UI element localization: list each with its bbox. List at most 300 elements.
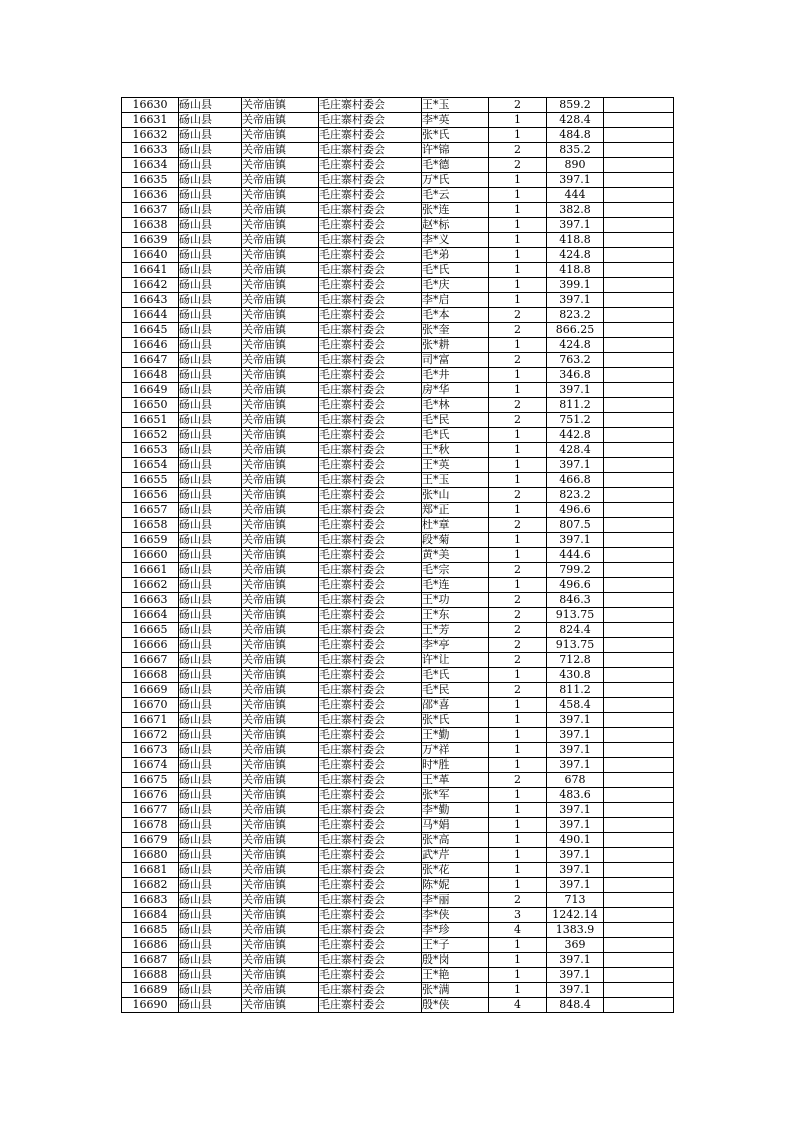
town-cell: 关帝庙镇 [242,113,319,128]
empty-cell [604,188,674,203]
count-cell: 1 [489,548,547,563]
county-cell: 砀山县 [179,413,242,428]
village-cell: 毛庄寨村委会 [319,713,422,728]
count-cell: 1 [489,713,547,728]
amount-cell: 397.1 [547,218,604,233]
table-row [122,803,674,818]
name-cell: 毛*连 [422,578,489,593]
village-cell: 毛庄寨村委会 [319,788,422,803]
empty-cell [604,848,674,863]
county-cell: 砀山县 [179,503,242,518]
county-cell: 砀山县 [179,593,242,608]
village-cell: 毛庄寨村委会 [319,473,422,488]
empty-cell [604,503,674,518]
empty-cell [604,413,674,428]
name-cell: 段*菊 [422,533,489,548]
county-cell: 砀山县 [179,803,242,818]
empty-cell [604,278,674,293]
row-id: 16687 [122,953,179,968]
village-cell: 毛庄寨村委会 [319,743,422,758]
row-id: 16641 [122,263,179,278]
count-cell: 1 [489,728,547,743]
table-row [122,98,674,113]
village-cell: 毛庄寨村委会 [319,533,422,548]
amount-cell: 397.1 [547,533,604,548]
county-cell: 砀山县 [179,218,242,233]
amount-cell: 397.1 [547,803,604,818]
amount-cell: 397.1 [547,983,604,998]
amount-cell: 824.4 [547,623,604,638]
village-cell: 毛庄寨村委会 [319,158,422,173]
table-row [122,773,674,788]
table-row [122,698,674,713]
village-cell: 毛庄寨村委会 [319,113,422,128]
table-row [122,278,674,293]
county-cell: 砀山县 [179,323,242,338]
empty-cell [604,233,674,248]
row-id: 16674 [122,758,179,773]
village-cell: 毛庄寨村委会 [319,698,422,713]
amount-cell: 811.2 [547,398,604,413]
town-cell: 关帝庙镇 [242,308,319,323]
table-body [122,98,674,1013]
count-cell: 2 [489,413,547,428]
row-id: 16673 [122,743,179,758]
row-id: 16647 [122,353,179,368]
town-cell: 关帝庙镇 [242,998,319,1013]
amount-cell: 397.1 [547,863,604,878]
amount-cell: 397.1 [547,713,604,728]
town-cell: 关帝庙镇 [242,473,319,488]
name-cell: 王*子 [422,938,489,953]
count-cell: 1 [489,473,547,488]
count-cell: 1 [489,743,547,758]
town-cell: 关帝庙镇 [242,908,319,923]
count-cell: 1 [489,533,547,548]
table-row [122,323,674,338]
village-cell: 毛庄寨村委会 [319,683,422,698]
village-cell: 毛庄寨村委会 [319,638,422,653]
amount-cell: 397.1 [547,758,604,773]
amount-cell: 397.1 [547,968,604,983]
table-row [122,338,674,353]
table-row [122,188,674,203]
table-row [122,383,674,398]
row-id: 16663 [122,593,179,608]
amount-cell: 424.8 [547,338,604,353]
table-row [122,968,674,983]
amount-cell: 458.4 [547,698,604,713]
county-cell: 砀山县 [179,728,242,743]
village-cell: 毛庄寨村委会 [319,368,422,383]
amount-cell: 751.2 [547,413,604,428]
amount-cell: 484.8 [547,128,604,143]
row-id: 16672 [122,728,179,743]
village-cell: 毛庄寨村委会 [319,578,422,593]
empty-cell [604,938,674,953]
town-cell: 关帝庙镇 [242,98,319,113]
row-id: 16662 [122,578,179,593]
table-row [122,203,674,218]
village-cell: 毛庄寨村委会 [319,308,422,323]
row-id: 16675 [122,773,179,788]
empty-cell [604,758,674,773]
amount-cell: 811.2 [547,683,604,698]
town-cell: 关帝庙镇 [242,968,319,983]
row-id: 16677 [122,803,179,818]
table-row [122,983,674,998]
empty-cell [604,473,674,488]
amount-cell: 678 [547,773,604,788]
amount-cell: 859.2 [547,98,604,113]
amount-cell: 763.2 [547,353,604,368]
county-cell: 砀山县 [179,248,242,263]
empty-cell [604,98,674,113]
row-id: 16671 [122,713,179,728]
row-id: 16638 [122,218,179,233]
county-cell: 砀山县 [179,863,242,878]
empty-cell [604,323,674,338]
county-cell: 砀山县 [179,788,242,803]
village-cell: 毛庄寨村委会 [319,653,422,668]
town-cell: 关帝庙镇 [242,488,319,503]
row-id: 16642 [122,278,179,293]
empty-cell [604,458,674,473]
town-cell: 关帝庙镇 [242,533,319,548]
amount-cell: 713 [547,893,604,908]
county-cell: 砀山县 [179,623,242,638]
county-cell: 砀山县 [179,998,242,1013]
empty-cell [604,548,674,563]
row-id: 16682 [122,878,179,893]
table-row [122,128,674,143]
name-cell: 王*玉 [422,98,489,113]
town-cell: 关帝庙镇 [242,773,319,788]
town-cell: 关帝庙镇 [242,608,319,623]
count-cell: 1 [489,818,547,833]
count-cell: 1 [489,233,547,248]
county-cell: 砀山县 [179,578,242,593]
empty-cell [604,293,674,308]
village-cell: 毛庄寨村委会 [319,128,422,143]
count-cell: 4 [489,923,547,938]
county-cell: 砀山县 [179,173,242,188]
county-cell: 砀山县 [179,428,242,443]
row-id: 16632 [122,128,179,143]
name-cell: 殷*岗 [422,953,489,968]
table-row [122,608,674,623]
table-row [122,908,674,923]
amount-cell: 418.8 [547,263,604,278]
count-cell: 2 [489,323,547,338]
table-row [122,743,674,758]
village-cell: 毛庄寨村委会 [319,443,422,458]
county-cell: 砀山县 [179,908,242,923]
count-cell: 1 [489,953,547,968]
table-row [122,518,674,533]
village-cell: 毛庄寨村委会 [319,323,422,338]
empty-cell [604,383,674,398]
name-cell: 陈*妮 [422,878,489,893]
county-cell: 砀山县 [179,158,242,173]
count-cell: 1 [489,698,547,713]
village-cell: 毛庄寨村委会 [319,98,422,113]
table-row [122,173,674,188]
name-cell: 杜*章 [422,518,489,533]
name-cell: 李*义 [422,233,489,248]
row-id: 16655 [122,473,179,488]
empty-cell [604,623,674,638]
empty-cell [604,773,674,788]
empty-cell [604,638,674,653]
county-cell: 砀山县 [179,638,242,653]
empty-cell [604,368,674,383]
village-cell: 毛庄寨村委会 [319,923,422,938]
table-row [122,938,674,953]
name-cell: 王*革 [422,773,489,788]
count-cell: 1 [489,263,547,278]
village-cell: 毛庄寨村委会 [319,758,422,773]
amount-cell: 866.25 [547,323,604,338]
count-cell: 2 [489,683,547,698]
count-cell: 2 [489,563,547,578]
name-cell: 马*娟 [422,818,489,833]
county-cell: 砀山县 [179,458,242,473]
county-cell: 砀山县 [179,368,242,383]
count-cell: 2 [489,518,547,533]
town-cell: 关帝庙镇 [242,203,319,218]
empty-cell [604,443,674,458]
name-cell: 张*高 [422,833,489,848]
name-cell: 毛*本 [422,308,489,323]
village-cell: 毛庄寨村委会 [319,203,422,218]
village-cell: 毛庄寨村委会 [319,668,422,683]
village-cell: 毛庄寨村委会 [319,908,422,923]
row-id: 16683 [122,893,179,908]
name-cell: 毛*民 [422,413,489,428]
count-cell: 1 [489,248,547,263]
amount-cell: 823.2 [547,308,604,323]
county-cell: 砀山县 [179,938,242,953]
empty-cell [604,608,674,623]
county-cell: 砀山县 [179,278,242,293]
count-cell: 1 [489,848,547,863]
town-cell: 关帝庙镇 [242,668,319,683]
count-cell: 1 [489,128,547,143]
table-row [122,308,674,323]
empty-cell [604,953,674,968]
county-cell: 砀山县 [179,968,242,983]
count-cell: 2 [489,398,547,413]
table-row [122,758,674,773]
table-row [122,563,674,578]
name-cell: 许*锦 [422,143,489,158]
row-id: 16681 [122,863,179,878]
empty-cell [604,308,674,323]
amount-cell: 799.2 [547,563,604,578]
count-cell: 1 [489,383,547,398]
county-cell: 砀山县 [179,548,242,563]
empty-cell [604,923,674,938]
village-cell: 毛庄寨村委会 [319,968,422,983]
town-cell: 关帝庙镇 [242,638,319,653]
table-row [122,638,674,653]
village-cell: 毛庄寨村委会 [319,398,422,413]
county-cell: 砀山县 [179,743,242,758]
empty-cell [604,803,674,818]
town-cell: 关帝庙镇 [242,653,319,668]
name-cell: 王*玉 [422,473,489,488]
village-cell: 毛庄寨村委会 [319,428,422,443]
count-cell: 1 [489,203,547,218]
name-cell: 李*丽 [422,893,489,908]
county-cell: 砀山县 [179,143,242,158]
count-cell: 1 [489,368,547,383]
town-cell: 关帝庙镇 [242,278,319,293]
county-cell: 砀山县 [179,533,242,548]
village-cell: 毛庄寨村委会 [319,218,422,233]
empty-cell [604,743,674,758]
town-cell: 关帝庙镇 [242,578,319,593]
county-cell: 砀山县 [179,818,242,833]
town-cell: 关帝庙镇 [242,953,319,968]
county-cell: 砀山县 [179,293,242,308]
table-row [122,428,674,443]
empty-cell [604,158,674,173]
row-id: 16685 [122,923,179,938]
table-row [122,458,674,473]
name-cell: 李*启 [422,293,489,308]
village-cell: 毛庄寨村委会 [319,938,422,953]
empty-cell [604,728,674,743]
name-cell: 李*英 [422,113,489,128]
empty-cell [604,263,674,278]
amount-cell: 913.75 [547,638,604,653]
town-cell: 关帝庙镇 [242,758,319,773]
town-cell: 关帝庙镇 [242,353,319,368]
town-cell: 关帝庙镇 [242,848,319,863]
county-cell: 砀山县 [179,563,242,578]
name-cell: 毛*庆 [422,278,489,293]
town-cell: 关帝庙镇 [242,743,319,758]
table-row [122,593,674,608]
name-cell: 毛*民 [422,683,489,698]
amount-cell: 712.8 [547,653,604,668]
count-cell: 2 [489,653,547,668]
village-cell: 毛庄寨村委会 [319,773,422,788]
table-row [122,998,674,1013]
village-cell: 毛庄寨村委会 [319,518,422,533]
town-cell: 关帝庙镇 [242,173,319,188]
count-cell: 1 [489,758,547,773]
town-cell: 关帝庙镇 [242,818,319,833]
row-id: 16633 [122,143,179,158]
empty-cell [604,218,674,233]
empty-cell [604,338,674,353]
table-row [122,923,674,938]
count-cell: 2 [489,773,547,788]
village-cell: 毛庄寨村委会 [319,263,422,278]
row-id: 16656 [122,488,179,503]
empty-cell [604,533,674,548]
amount-cell: 466.8 [547,473,604,488]
row-id: 16637 [122,203,179,218]
town-cell: 关帝庙镇 [242,593,319,608]
table-row [122,863,674,878]
county-cell: 砀山县 [179,308,242,323]
village-cell: 毛庄寨村委会 [319,248,422,263]
row-id: 16678 [122,818,179,833]
county-cell: 砀山县 [179,518,242,533]
count-cell: 1 [489,173,547,188]
county-cell: 砀山县 [179,353,242,368]
amount-cell: 428.4 [547,443,604,458]
name-cell: 房*华 [422,383,489,398]
county-cell: 砀山县 [179,473,242,488]
name-cell: 李*珍 [422,923,489,938]
empty-cell [604,428,674,443]
row-id: 16657 [122,503,179,518]
name-cell: 王*东 [422,608,489,623]
row-id: 16631 [122,113,179,128]
amount-cell: 397.1 [547,953,604,968]
name-cell: 毛*氏 [422,668,489,683]
empty-cell [604,788,674,803]
village-cell: 毛庄寨村委会 [319,623,422,638]
town-cell: 关帝庙镇 [242,413,319,428]
county-cell: 砀山县 [179,398,242,413]
village-cell: 毛庄寨村委会 [319,458,422,473]
amount-cell: 346.8 [547,368,604,383]
name-cell: 毛*弟 [422,248,489,263]
amount-cell: 444.6 [547,548,604,563]
name-cell: 王*功 [422,593,489,608]
county-cell: 砀山县 [179,893,242,908]
empty-cell [604,878,674,893]
table-row [122,728,674,743]
row-id: 16639 [122,233,179,248]
name-cell: 李*亭 [422,638,489,653]
town-cell: 关帝庙镇 [242,833,319,848]
name-cell: 王*英 [422,458,489,473]
row-id: 16680 [122,848,179,863]
county-cell: 砀山县 [179,128,242,143]
county-cell: 砀山县 [179,923,242,938]
count-cell: 1 [489,278,547,293]
empty-cell [604,143,674,158]
name-cell: 毛*氏 [422,263,489,278]
town-cell: 关帝庙镇 [242,443,319,458]
table-row [122,488,674,503]
row-id: 16649 [122,383,179,398]
town-cell: 关帝庙镇 [242,698,319,713]
village-cell: 毛庄寨村委会 [319,983,422,998]
name-cell: 张*奎 [422,323,489,338]
row-id: 16665 [122,623,179,638]
town-cell: 关帝庙镇 [242,218,319,233]
town-cell: 关帝庙镇 [242,788,319,803]
amount-cell: 397.1 [547,458,604,473]
county-cell: 砀山县 [179,773,242,788]
row-id: 16690 [122,998,179,1013]
village-cell: 毛庄寨村委会 [319,233,422,248]
town-cell: 关帝庙镇 [242,983,319,998]
empty-cell [604,998,674,1013]
county-cell: 砀山县 [179,233,242,248]
row-id: 16664 [122,608,179,623]
row-id: 16644 [122,308,179,323]
count-cell: 2 [489,353,547,368]
